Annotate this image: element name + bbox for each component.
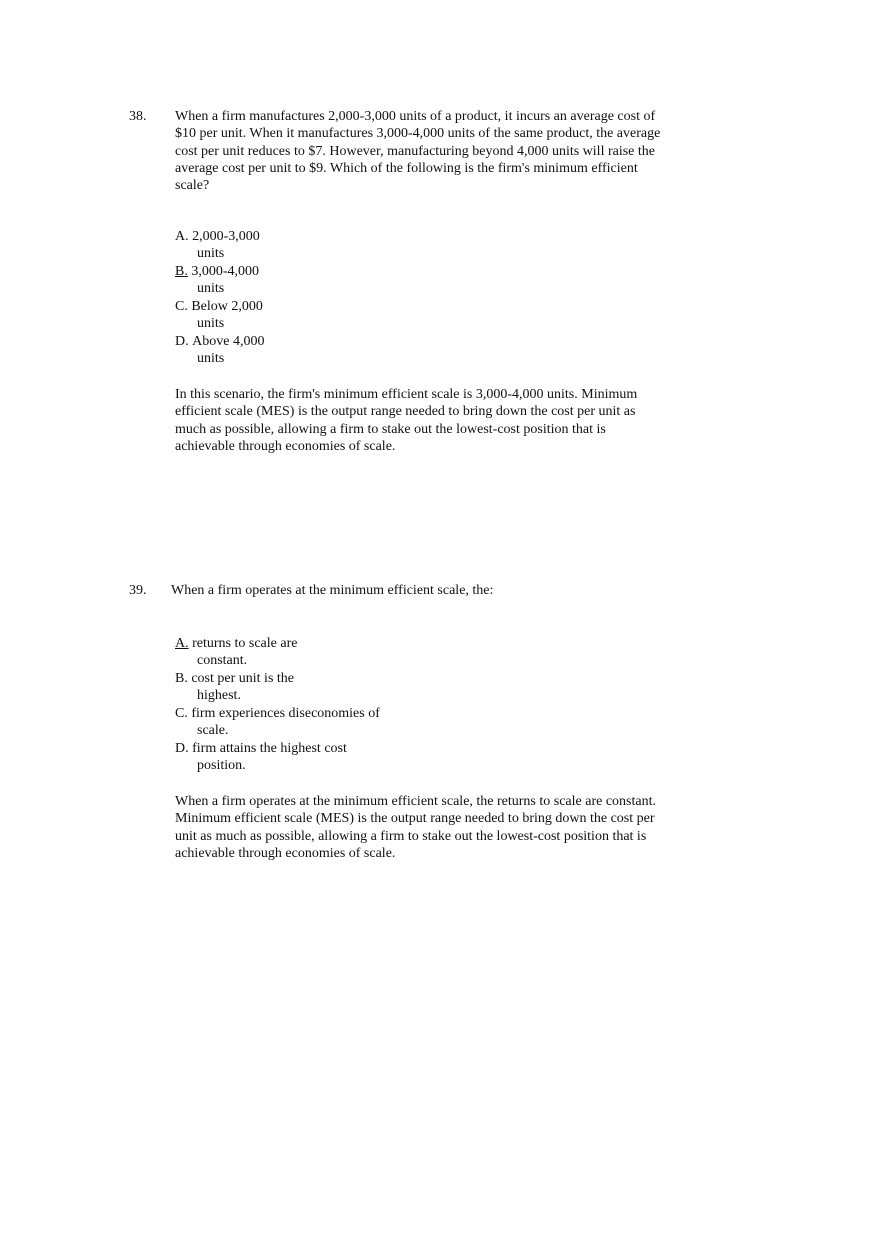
option-text: firm attains the highest cost xyxy=(192,741,347,756)
option-text-continued: position. xyxy=(197,758,246,774)
option-b[interactable] xyxy=(175,263,415,298)
option-c[interactable] xyxy=(175,705,415,740)
option-text: cost per unit is the xyxy=(191,671,294,686)
option-letter-correct: B. xyxy=(175,264,188,279)
option-a[interactable] xyxy=(175,635,415,670)
option-letter-correct: A. xyxy=(175,636,189,651)
option-text: firm experiences diseconomies of xyxy=(191,706,380,721)
option-letter: C. xyxy=(175,299,188,314)
option-letter: C. xyxy=(175,706,188,721)
option-text-continued: scale. xyxy=(197,723,229,739)
option-text: 2,000-3,000 xyxy=(192,229,260,244)
option-c[interactable] xyxy=(175,298,415,333)
option-d[interactable] xyxy=(175,740,415,775)
option-a[interactable] xyxy=(175,228,415,263)
question-number: 39. xyxy=(129,583,147,598)
explanation-39: When a firm operates at the minimum efficient scale, the returns to scale are constant. Minimum efficient scale (MES) is the output range needed to bring down the cost per unit as much as possible, allowing a firm to stake out the lowest-cost position that is achievable through economies of scale. xyxy=(175,794,656,861)
question-number: 38. xyxy=(129,109,147,124)
option-letter: A. xyxy=(175,229,189,244)
option-text-continued: units xyxy=(197,246,225,262)
explanation-38: In this scenario, the firm's minimum efficient scale is 3,000-4,000 units. Minimum efficient scale (MES) is the output range needed to bring down the cost per unit as much as possible, allowing a firm to stake out the lowest-cost position that is achievable through economies of scale. xyxy=(175,387,638,454)
option-letter: B. xyxy=(175,671,188,686)
option-text-continued: units xyxy=(197,316,225,332)
question-stem: When a firm manufactures 2,000-3,000 units of a product, it incurs an average cost of $10 per unit. When it manufactures 3,000-4,000 units of the same product, the average cost per unit reduces to $7. However, manufacturing beyond 4,000 units will raise the average cost per unit to $9. Which of the following is the firm's minimum efficient scale? xyxy=(175,109,661,194)
option-letter: D. xyxy=(175,741,189,756)
question-stem: When a firm operates at the minimum efficient scale, the: xyxy=(171,583,494,598)
option-text: Above 4,000 xyxy=(192,334,265,349)
option-text: Below 2,000 xyxy=(191,299,263,314)
option-text-continued: units xyxy=(197,281,225,297)
option-d[interactable] xyxy=(175,333,415,368)
option-b[interactable] xyxy=(175,670,415,705)
option-text-continued: constant. xyxy=(197,653,248,669)
option-letter: D. xyxy=(175,334,189,349)
option-text-continued: highest. xyxy=(197,688,241,704)
option-text: 3,000-4,000 xyxy=(191,264,260,279)
option-text-continued: units xyxy=(197,351,225,367)
option-text: returns to scale are xyxy=(192,636,298,651)
